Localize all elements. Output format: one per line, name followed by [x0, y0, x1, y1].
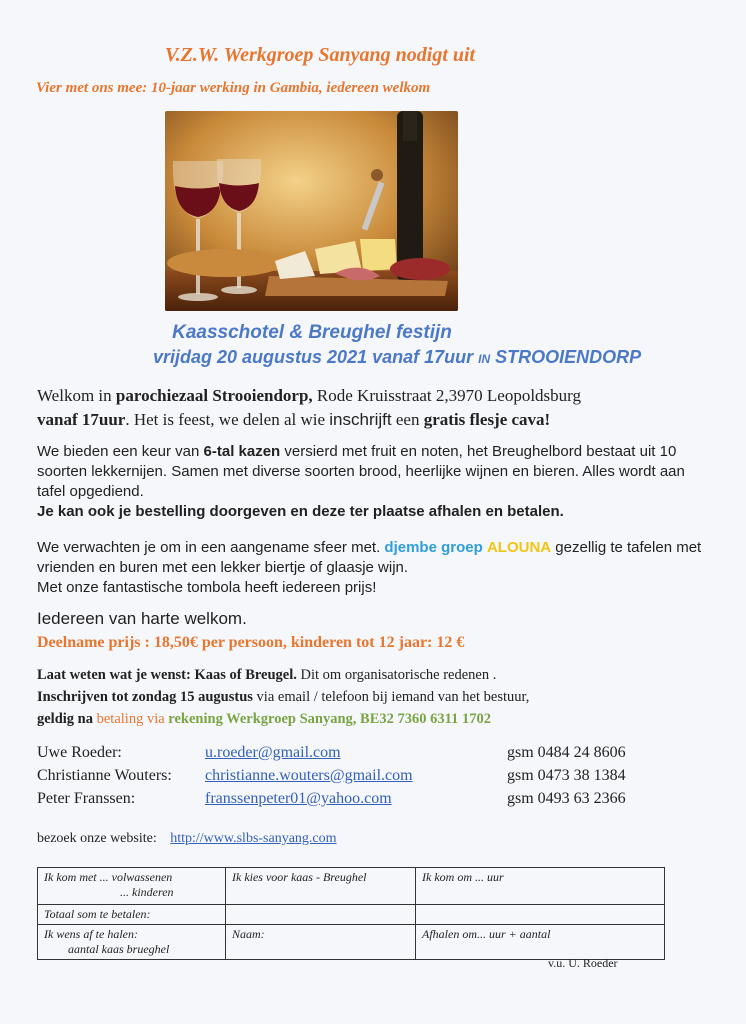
website-line: [37, 831, 337, 847]
form-name-label: Naam:: [232, 927, 265, 941]
intro-time: vanaf 17uur: [37, 410, 126, 429]
contact-phone: gsm 0493 63 2366: [507, 790, 626, 807]
event-date: [153, 347, 641, 368]
contact-name: Uwe Roeder:: [37, 744, 122, 761]
event-name: Kaasschotel & Breughel festijn: [172, 322, 452, 343]
contact-email-link[interactable]: franssenpeter01@yahoo.com: [205, 790, 392, 807]
website-label: bezoek onze website:: [37, 831, 157, 846]
intro-text-5: een: [391, 410, 424, 429]
ambiance-tombola: Met onze fantastische tombola heeft iedereen prijs!: [37, 579, 377, 596]
contact-list: [37, 744, 707, 813]
form-choice-label: Ik kies voor kaas - Breughel: [232, 870, 367, 884]
form-total-label: Totaal som te betalen:: [44, 907, 151, 921]
contact-row: [37, 744, 707, 767]
table-row: [38, 905, 665, 925]
ambiance-text-1: We verwachten je om in een aangename sfeer met.: [37, 539, 385, 556]
publisher-note: v.u. U. Roeder: [548, 956, 618, 970]
table-row: [38, 925, 665, 960]
price-line: Deelname prijs : 18,50€ per persoon, kinderen tot 12 jaar: 12 €: [37, 634, 465, 651]
event-place: STROOIENDORP: [495, 347, 642, 367]
form-time-label: Ik kom om ... uur: [422, 870, 504, 884]
signup-deadline: Inschrijven tot zondag 15 augustus: [37, 689, 253, 705]
form-cell-name[interactable]: [226, 925, 416, 960]
contact-phone: gsm 0473 38 1384: [507, 767, 626, 784]
intro-cava: gratis flesje cava!: [423, 410, 551, 429]
form-cell-empty[interactable]: [416, 905, 665, 925]
signup-payment: betaling via: [96, 711, 165, 727]
intro-text-1: Welkom in: [37, 386, 116, 405]
offer-text-1: We bieden een keur van: [37, 443, 204, 460]
contact-row: [37, 790, 707, 813]
page-title: V.Z.W. Werkgroep Sanyang nodigt uit: [164, 44, 476, 66]
intro-inschrijft: inschrijft: [329, 410, 392, 429]
form-cell-pickup-time[interactable]: [416, 925, 665, 960]
ambiance-paragraph: [37, 538, 717, 598]
form-pickup-time-label: Afhalen om... uur + aantal: [422, 927, 551, 941]
contact-phone: gsm 0484 24 8606: [507, 744, 626, 761]
contact-name: Peter Franssen:: [37, 790, 136, 807]
form-adults-label: Ik kom met ... volwassenen: [44, 870, 173, 884]
contact-name: Christianne Wouters:: [37, 767, 172, 784]
signup-reason: Dit om organisatorische redenen .: [296, 667, 497, 683]
form-cell-total[interactable]: [38, 905, 226, 925]
signup-choice: Laat weten wat je wenst: Kaas of Breugel.: [37, 667, 297, 683]
signup-paragraph: [37, 664, 727, 730]
ambiance-text-2: gezellig te tafelen met vrienden en buren met een lekker biertje of glaasje wijn.: [37, 539, 702, 576]
form-cell-time[interactable]: [416, 868, 665, 905]
event-in-word: IN: [478, 352, 491, 366]
form-cell-pickup[interactable]: [38, 925, 226, 960]
form-cell-empty[interactable]: [226, 905, 416, 925]
intro-address: Rode Kruisstraat 2,3970 Leopoldsburg: [312, 386, 582, 405]
intro-paragraph: [37, 384, 717, 432]
signup-valid: geldig na: [37, 711, 97, 727]
contact-email-link[interactable]: u.roeder@gmail.com: [205, 744, 341, 761]
table-row: [38, 868, 665, 905]
intro-text-3: . Het is feest, we delen al wie: [125, 410, 330, 429]
offer-cheeses: 6-tal kazen: [203, 443, 281, 460]
order-form-table: [37, 867, 665, 960]
ambiance-alouna: ALOUNA: [486, 539, 552, 556]
form-pickup-label: Ik wens af te halen:: [44, 927, 138, 941]
contact-row: [37, 767, 707, 790]
contact-email-link[interactable]: christianne.wouters@gmail.com: [205, 767, 413, 784]
event-date-text: vrijdag 20 augustus 2021 vanaf 17uur: [153, 347, 474, 367]
website-link[interactable]: http://www.slbs-sanyang.com: [170, 831, 337, 846]
signup-contact: via email / telefoon bij iemand van het bestuur,: [252, 689, 530, 705]
offer-paragraph: [37, 442, 717, 522]
signup-account: rekening Werkgroep Sanyang, BE32 7360 6311 1702: [164, 711, 491, 727]
wine-cheese-photo: [165, 111, 458, 311]
intro-venue: parochiezaal Strooiendorp,: [115, 386, 313, 405]
offer-text-2: versierd met fruit en noten, het Breughelbord bestaat uit 10 soorten lekkernijen. Samen met diverse soorten brood, heerlijke wijnen en bieren. Alles wordt aan tafel opgediend.: [37, 443, 685, 500]
welcome-line: Iedereen van harte welkom.: [37, 609, 247, 628]
form-cell-choice[interactable]: [226, 868, 416, 905]
ambiance-djembe: djembe groep: [384, 539, 483, 556]
form-cell-adults[interactable]: [38, 868, 226, 905]
offer-order-note: Je kan ook je bestelling doorgeven en deze ter plaatse afhalen en betalen.: [37, 503, 564, 520]
form-pickup-count-label: aantal kaas brueghel: [68, 942, 170, 956]
page-subtitle: Vier met ons mee: 10-jaar werking in Gambia, iedereen welkom: [36, 80, 431, 96]
form-children-label: ... kinderen: [120, 885, 174, 899]
